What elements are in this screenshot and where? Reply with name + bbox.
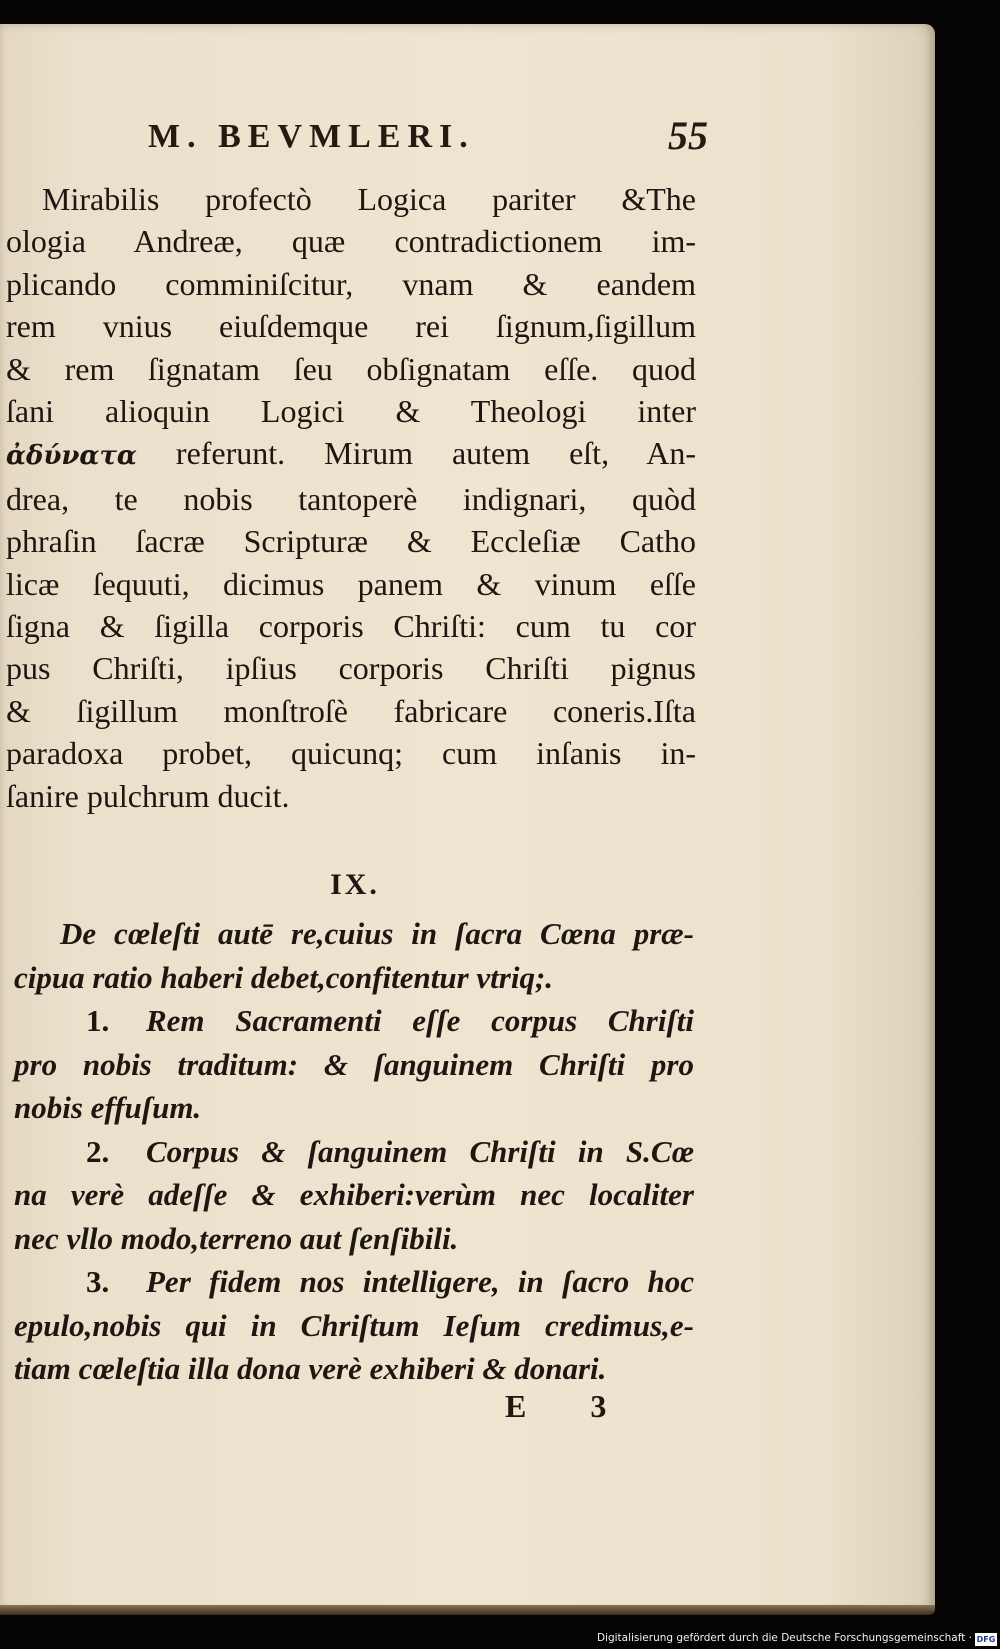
- page-number: 55: [668, 113, 708, 158]
- list-item-continuation: na verè adeſſe & exhiberi:verùm nec localiter: [14, 1177, 694, 1212]
- running-head-title: M. BEVMLERI.: [148, 118, 475, 155]
- section-content: [14, 912, 694, 1391]
- body-line: Mirabilis profectò Logica pariter &The: [42, 181, 696, 217]
- body-line: plicando comminiſcitur, vnam & eandem: [6, 265, 696, 302]
- list-item: [14, 1130, 694, 1174]
- list-item-text: Corpus & ſanguinem Chriſti in S.Cœ: [146, 1133, 694, 1169]
- list-item-text: Rem Sacramenti eſſe corpus Chriſti: [146, 1003, 694, 1038]
- body-line: & rem ſignatam ſeu obſignatam eſſe. quod: [6, 350, 696, 387]
- body-line: pus Chriſti, ipſius corporis Chriſti pignus: [6, 650, 696, 687]
- section-heading-line: cipua ratio haberi debet,confitentur vtriq;.: [14, 959, 554, 995]
- list-item-number: 1.: [86, 1003, 110, 1038]
- list-item-continuation: nec vllo modo,terreno aut ſenſibili.: [14, 1220, 459, 1256]
- body-line-with-greek: [6, 432, 696, 477]
- greek-word: ἀδύνατα: [6, 441, 137, 472]
- body-line: paradoxa probet, quicunq; cum inſanis in-: [6, 735, 696, 772]
- page-edge: [0, 1605, 935, 1615]
- digitization-credit: Digitalisierung gefördert durch die Deutsche Forschungsgemeinschaft ·: [596, 1632, 972, 1644]
- body-line: ſanire pulchrum ducit.: [6, 777, 290, 814]
- dfg-logo-icon: DFG: [976, 1635, 996, 1644]
- body-line: ſigna & ſigilla corporis Chriſti: cum tu cor: [6, 608, 696, 645]
- list-item-text: Per fidem nos intelligere, in ſacro hoc: [146, 1264, 694, 1299]
- list-item-number: 2.: [86, 1133, 110, 1169]
- body-paragraph: [6, 178, 696, 817]
- section-number: IX.: [330, 868, 380, 901]
- body-line: ſani alioquin Logici & Theologi inter: [6, 393, 696, 430]
- running-head: [148, 113, 708, 158]
- body-line: licæ ſequuti, dicimus panem & vinum eſſe: [6, 565, 696, 602]
- body-line-text: referunt. Mirum autem eſt, An-: [175, 435, 697, 472]
- list-item-continuation: tiam cœleſtia illa dona verè exhiberi & donari.: [14, 1351, 607, 1386]
- body-line: rem vnius eiuſdemque rei ſignum,ſigillum: [6, 308, 696, 345]
- list-item: [14, 999, 694, 1043]
- list-item-number: 3.: [86, 1264, 110, 1299]
- body-line: drea, te nobis tantoperè indignari, quòd: [6, 480, 696, 517]
- list-item: [14, 1260, 694, 1304]
- body-line: phraſin ſacræ Scripturæ & Eccleſiæ Catho: [6, 523, 696, 560]
- list-item-continuation: nobis effuſum.: [14, 1090, 202, 1125]
- body-line: & ſigillum monſtroſè fabricare coneris.Iſta: [6, 692, 696, 729]
- list-item-continuation: epulo,nobis qui in Chriſtum Ieſum credimus,e-: [14, 1307, 694, 1343]
- body-line: ologia Andreæ, quæ contradictionem im-: [6, 223, 696, 260]
- signature-mark: E 3: [505, 1388, 635, 1424]
- list-item-continuation: pro nobis traditum: & ſanguinem Chriſti pro: [14, 1046, 694, 1082]
- section-heading-line: De cœleſti autē re,cuius in ſacra Cœna præ-: [60, 916, 694, 951]
